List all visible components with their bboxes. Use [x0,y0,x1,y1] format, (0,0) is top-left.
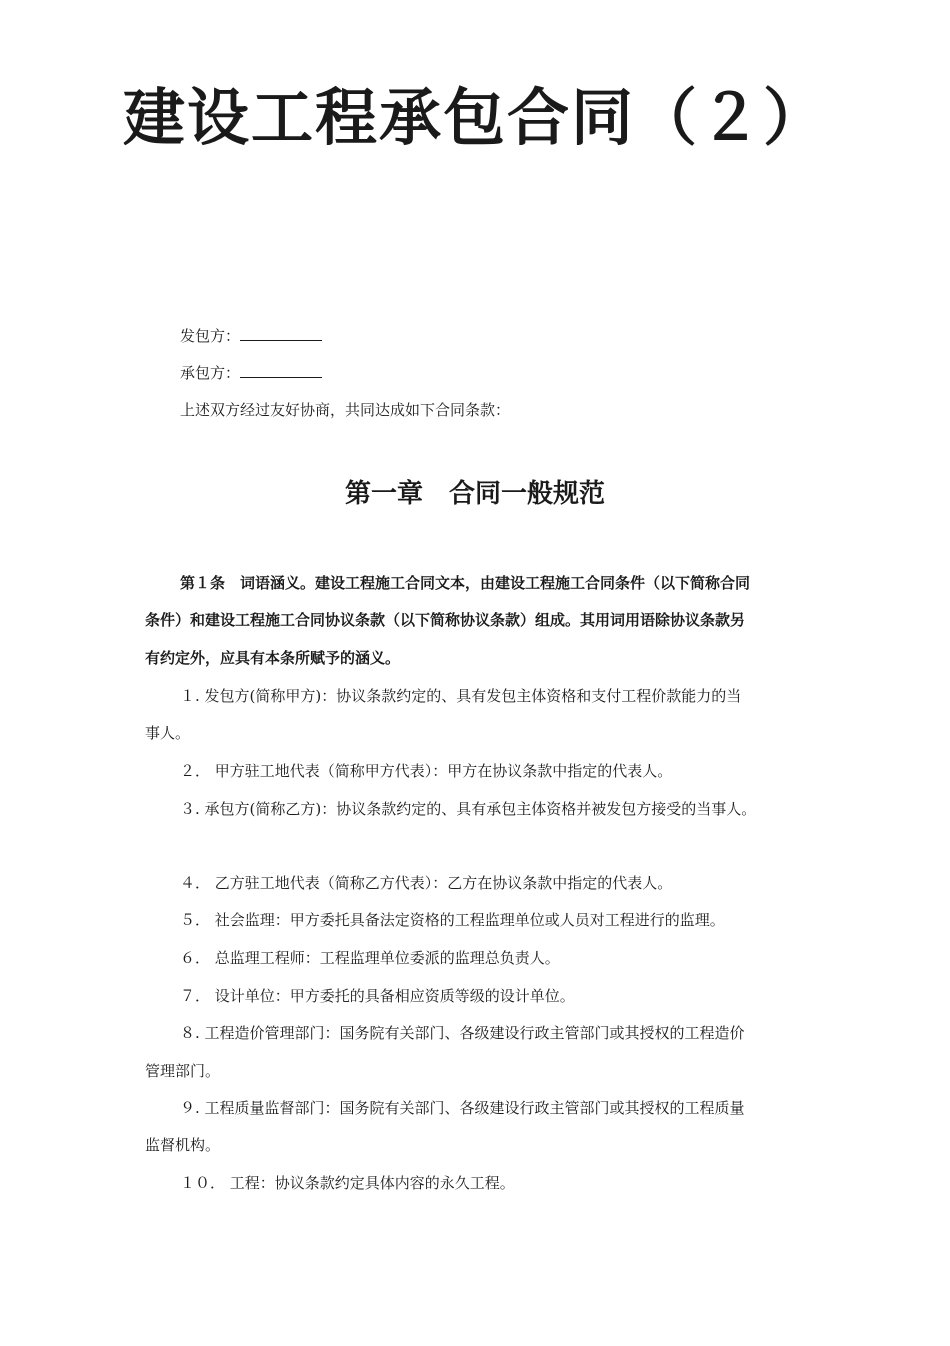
intro-text: 上述双方经过友好协商，共同达成如下合同条款： [180,401,511,419]
definition-4: ４． 乙方驻工地代表（简称乙方代表）：乙方在协议条款中指定的代表人。 [180,874,673,892]
definition-6: ６． 总监理工程师：工程监理单位委派的监理总负责人。 [180,949,560,967]
definition-2: ２． 甲方驻工地代表（简称甲方代表）：甲方在协议条款中指定的代表人。 [180,762,673,780]
document-title: 建设工程承包合同（２） [122,81,827,154]
definition-9-line-2: 监督机构。 [145,1136,221,1154]
contractor-blank [240,363,322,378]
employer-label: 发包方： [180,327,241,345]
article-1-line-1: 第１条 词语涵义。建设工程施工合同文本，由建设工程施工合同条件（以下简称合同 [180,574,751,592]
definition-5: ５． 社会监理：甲方委托具备法定资格的工程监理单位或人员对工程进行的监理。 [180,911,725,929]
contractor-label: 承包方： [180,364,241,382]
contractor-line [180,363,322,383]
chapter-title: 第一章 合同一般规范 [344,479,605,509]
definition-8-line-1: ８. 工程造价管理部门：国务院有关部门、各级建设行政主管部门或其授权的工程造价 [180,1024,745,1042]
definition-1-line-2: 事人。 [145,724,191,742]
definition-9-line-1: ９. 工程质量监督部门：国务院有关部门、各级建设行政主管部门或其授权的工程质量 [180,1099,745,1117]
employer-line [180,326,322,346]
definition-1-line-1: １. 发包方(简称甲方)：协议条款约定的、具有发包主体资格和支付工程价款能力的当 [180,687,742,705]
article-1-line-2: 条件）和建设工程施工合同协议条款（以下简称协议条款）组成。其用词用语除协议条款另 [145,611,746,629]
definition-8-line-2: 管理部门。 [145,1062,221,1080]
definition-7: ７． 设计单位：甲方委托的具备相应资质等级的设计单位。 [180,987,575,1005]
employer-blank [240,326,322,341]
definition-3: ３. 承包方(简称乙方)：协议条款约定的、具有承包主体资格并被发包方接受的当事人。 [180,800,757,818]
definition-10: １０． 工程：协议条款约定具体内容的永久工程。 [180,1174,515,1192]
article-1-line-3: 有约定外，应具有本条所赋予的涵义。 [145,649,401,667]
